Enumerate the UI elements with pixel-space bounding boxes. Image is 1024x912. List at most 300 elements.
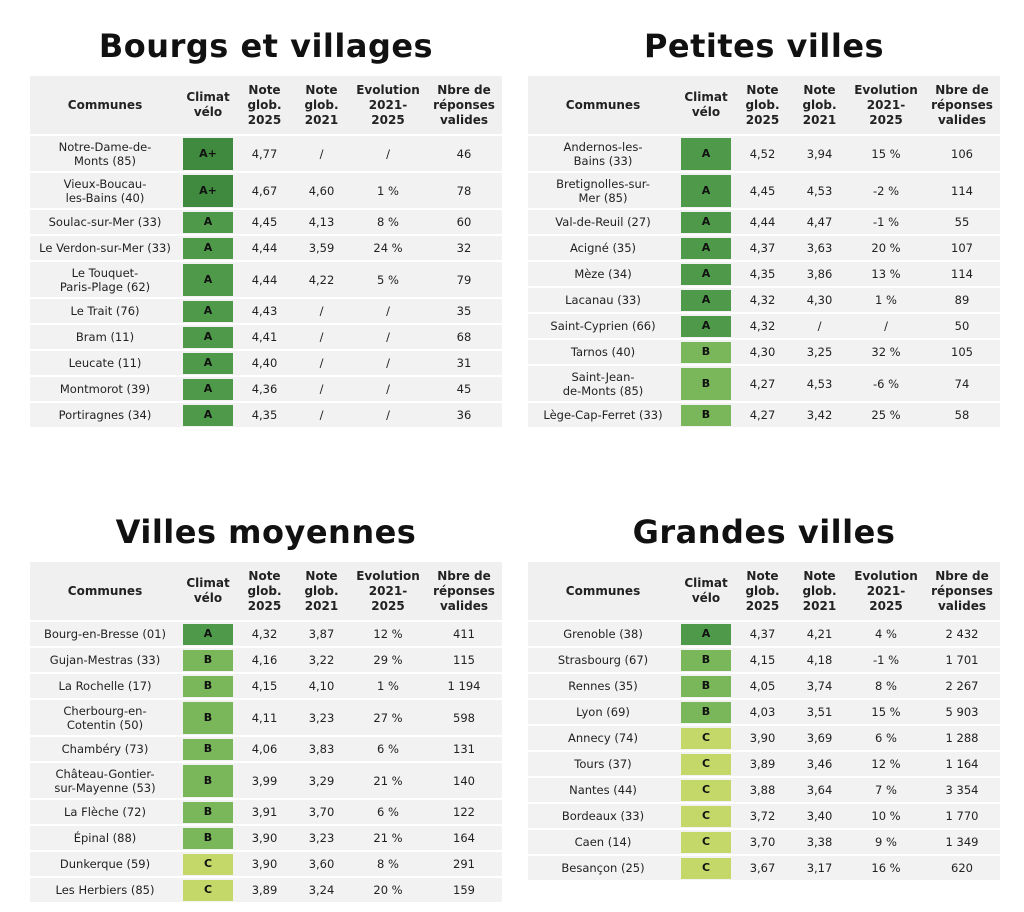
table-row bbox=[30, 852, 502, 876]
text-line: valides bbox=[937, 598, 987, 613]
reponses-valides: 74 bbox=[924, 366, 1000, 401]
text-line: Note bbox=[305, 82, 338, 97]
text-line: Gujan-Mestras (33) bbox=[49, 653, 161, 667]
text-line: 2025 bbox=[869, 112, 903, 127]
text-line: Nbre de bbox=[437, 82, 491, 97]
text-line: Climat bbox=[684, 90, 728, 104]
header-note-2021 bbox=[293, 76, 350, 134]
climat-cell bbox=[180, 878, 236, 902]
commune-name bbox=[528, 856, 678, 880]
reponses-valides: 114 bbox=[924, 173, 1000, 208]
evolution: 6 % bbox=[350, 800, 426, 824]
text-line: Le Verdon-sur-Mer (33) bbox=[39, 241, 171, 255]
note-2025: 3,90 bbox=[236, 826, 293, 850]
text-line: 2021 bbox=[802, 598, 837, 613]
note-2021: 4,18 bbox=[791, 648, 848, 672]
climat-cell bbox=[180, 351, 236, 375]
commune-name bbox=[30, 648, 180, 672]
table-row bbox=[30, 700, 502, 735]
evolution: 1 % bbox=[350, 173, 426, 208]
table-row bbox=[528, 262, 1000, 286]
commune-name bbox=[30, 737, 180, 761]
panel-title: Petites villes bbox=[643, 27, 885, 65]
header-note-2025 bbox=[734, 76, 791, 134]
note-2021: / bbox=[293, 325, 350, 349]
climat-badge: A+ bbox=[183, 138, 233, 170]
climat-badge: A bbox=[183, 379, 233, 400]
climat-badge: B bbox=[681, 650, 731, 671]
commune-name bbox=[528, 726, 678, 750]
text-line: Bains (33) bbox=[573, 153, 633, 168]
reponses-valides: 89 bbox=[924, 288, 1000, 312]
climat-cell bbox=[678, 403, 734, 427]
reponses-valides: 1 164 bbox=[924, 752, 1000, 776]
commune-name bbox=[30, 236, 180, 260]
note-2021: 3,69 bbox=[791, 726, 848, 750]
text-line: Climat bbox=[684, 576, 728, 590]
note-2025: 4,41 bbox=[236, 325, 293, 349]
text-line: vélo bbox=[691, 591, 721, 605]
climat-badge: A bbox=[183, 327, 233, 348]
text-line: Château-Gontier- bbox=[55, 766, 155, 781]
note-2021: 3,29 bbox=[293, 763, 350, 798]
climat-cell bbox=[678, 173, 734, 208]
note-2021: 3,51 bbox=[791, 700, 848, 724]
climat-cell bbox=[678, 622, 734, 646]
evolution: 7 % bbox=[848, 778, 924, 802]
note-2021: 3,60 bbox=[293, 852, 350, 876]
climat-badge: A bbox=[681, 316, 731, 337]
climat-badge: B bbox=[681, 702, 731, 723]
note-2021: 3,59 bbox=[293, 236, 350, 260]
climat-cell bbox=[180, 262, 236, 297]
reponses-valides: 2 432 bbox=[924, 622, 1000, 646]
commune-name bbox=[30, 763, 180, 798]
note-2025: 4,45 bbox=[734, 173, 791, 208]
reponses-valides: 58 bbox=[924, 403, 1000, 427]
table-row bbox=[528, 622, 1000, 646]
ranking-table bbox=[528, 560, 1000, 882]
table-header-row bbox=[30, 562, 502, 620]
table-row bbox=[528, 726, 1000, 750]
text-line: sur-Mayenne (53) bbox=[54, 780, 156, 795]
reponses-valides: 60 bbox=[426, 210, 502, 234]
note-2025: 4,11 bbox=[236, 700, 293, 735]
commune-name bbox=[528, 136, 678, 171]
evolution: / bbox=[350, 351, 426, 375]
reponses-valides: 5 903 bbox=[924, 700, 1000, 724]
climat-cell bbox=[678, 288, 734, 312]
note-2025: 3,89 bbox=[734, 752, 791, 776]
evolution: 6 % bbox=[350, 737, 426, 761]
text-line: 2021 bbox=[304, 112, 339, 127]
climat-cell bbox=[180, 674, 236, 698]
evolution: / bbox=[848, 314, 924, 338]
text-line: Note bbox=[746, 82, 779, 97]
note-2021: 3,42 bbox=[791, 403, 848, 427]
table-row bbox=[528, 674, 1000, 698]
note-2025: 4,40 bbox=[236, 351, 293, 375]
note-2021: 4,10 bbox=[293, 674, 350, 698]
reponses-valides: 620 bbox=[924, 856, 1000, 880]
note-2025: 4,44 bbox=[734, 210, 791, 234]
evolution: -1 % bbox=[848, 210, 924, 234]
header-note-2021 bbox=[791, 562, 848, 620]
reponses-valides: 291 bbox=[426, 852, 502, 876]
table-row bbox=[528, 700, 1000, 724]
text-line: Note bbox=[803, 568, 836, 583]
header-communes: Communes bbox=[528, 562, 678, 620]
note-2021: / bbox=[791, 314, 848, 338]
text-line: Climat bbox=[186, 576, 230, 590]
evolution: 10 % bbox=[848, 804, 924, 828]
text-line: Les Herbiers (85) bbox=[55, 883, 155, 897]
reponses-valides: 45 bbox=[426, 377, 502, 401]
climat-cell bbox=[180, 173, 236, 208]
text-line: Rennes (35) bbox=[568, 679, 638, 693]
text-line: Acigné (35) bbox=[569, 241, 637, 255]
header-reponses bbox=[426, 562, 502, 620]
table-row bbox=[30, 210, 502, 234]
note-2025: 4,15 bbox=[236, 674, 293, 698]
text-line: glob. bbox=[802, 97, 837, 112]
reponses-valides: 55 bbox=[924, 210, 1000, 234]
climat-cell bbox=[180, 325, 236, 349]
evolution: 1 % bbox=[848, 288, 924, 312]
climat-badge: C bbox=[681, 858, 731, 879]
commune-name bbox=[528, 804, 678, 828]
climat-badge: B bbox=[183, 702, 233, 734]
evolution: -6 % bbox=[848, 366, 924, 401]
table-row bbox=[528, 136, 1000, 171]
header-evolution bbox=[848, 76, 924, 134]
evolution: / bbox=[350, 377, 426, 401]
table-row bbox=[30, 737, 502, 761]
evolution: -1 % bbox=[848, 648, 924, 672]
panel-title: Grandes villes bbox=[632, 513, 896, 551]
note-2021: / bbox=[293, 403, 350, 427]
climat-badge: C bbox=[681, 754, 731, 775]
note-2025: 4,27 bbox=[734, 366, 791, 401]
note-2025: 4,45 bbox=[236, 210, 293, 234]
evolution: 24 % bbox=[350, 236, 426, 260]
ranking-table bbox=[30, 74, 502, 429]
evolution: / bbox=[350, 325, 426, 349]
note-2021: / bbox=[293, 136, 350, 171]
header-note-2021 bbox=[293, 562, 350, 620]
note-2021: 4,13 bbox=[293, 210, 350, 234]
commune-name bbox=[30, 674, 180, 698]
text-line: Monts (85) bbox=[73, 153, 136, 168]
climat-cell bbox=[678, 804, 734, 828]
table-row bbox=[30, 136, 502, 171]
reponses-valides: 35 bbox=[426, 299, 502, 323]
note-2021: / bbox=[293, 351, 350, 375]
note-2025: 3,88 bbox=[734, 778, 791, 802]
reponses-valides: 1 701 bbox=[924, 648, 1000, 672]
reponses-valides: 68 bbox=[426, 325, 502, 349]
text-line: vélo bbox=[691, 105, 721, 119]
text-line: La Rochelle (17) bbox=[58, 679, 152, 693]
note-2025: 4,35 bbox=[734, 262, 791, 286]
evolution: 12 % bbox=[350, 622, 426, 646]
commune-name bbox=[30, 700, 180, 735]
table-row bbox=[528, 804, 1000, 828]
header-climat-velo bbox=[180, 76, 236, 134]
text-line: Evolution bbox=[356, 568, 420, 583]
reponses-valides: 50 bbox=[924, 314, 1000, 338]
text-line: Val-de-Reuil (27) bbox=[555, 215, 651, 229]
text-line: 2021- bbox=[866, 97, 906, 112]
text-line: Soulac-sur-Mer (33) bbox=[48, 215, 162, 229]
commune-name bbox=[528, 288, 678, 312]
note-2025: 4,30 bbox=[734, 340, 791, 364]
commune-name bbox=[528, 830, 678, 854]
climat-cell bbox=[180, 800, 236, 824]
note-2025: 4,77 bbox=[236, 136, 293, 171]
evolution: 9 % bbox=[848, 830, 924, 854]
text-line: Lège-Cap-Ferret (33) bbox=[543, 408, 663, 422]
table-row bbox=[30, 351, 502, 375]
reponses-valides: 164 bbox=[426, 826, 502, 850]
note-2021: 3,23 bbox=[293, 826, 350, 850]
evolution: 6 % bbox=[848, 726, 924, 750]
table-row bbox=[30, 325, 502, 349]
climat-badge: A+ bbox=[183, 175, 233, 207]
header-note-2021 bbox=[791, 76, 848, 134]
commune-name bbox=[528, 622, 678, 646]
text-line: Note bbox=[248, 568, 281, 583]
note-2021: 4,21 bbox=[791, 622, 848, 646]
table-row bbox=[30, 763, 502, 798]
table-row bbox=[528, 314, 1000, 338]
climat-cell bbox=[180, 763, 236, 798]
note-2021: 4,60 bbox=[293, 173, 350, 208]
commune-name bbox=[528, 173, 678, 208]
evolution: 1 % bbox=[350, 674, 426, 698]
commune-name bbox=[30, 826, 180, 850]
header-evolution bbox=[848, 562, 924, 620]
commune-name bbox=[30, 800, 180, 824]
evolution: / bbox=[350, 299, 426, 323]
text-line: Nbre de bbox=[935, 82, 989, 97]
evolution: 8 % bbox=[848, 674, 924, 698]
climat-cell bbox=[180, 210, 236, 234]
note-2025: 4,44 bbox=[236, 262, 293, 297]
table-row bbox=[528, 752, 1000, 776]
climat-cell bbox=[180, 737, 236, 761]
header-evolution bbox=[350, 562, 426, 620]
note-2021: 3,83 bbox=[293, 737, 350, 761]
evolution: 13 % bbox=[848, 262, 924, 286]
note-2025: 3,90 bbox=[734, 726, 791, 750]
evolution: / bbox=[350, 136, 426, 171]
commune-name bbox=[30, 622, 180, 646]
note-2021: 3,40 bbox=[791, 804, 848, 828]
climat-cell bbox=[678, 856, 734, 880]
commune-name bbox=[30, 299, 180, 323]
commune-name bbox=[30, 351, 180, 375]
table-header-row bbox=[30, 76, 502, 134]
text-line: Note bbox=[803, 82, 836, 97]
table-row bbox=[528, 236, 1000, 260]
header-reponses bbox=[426, 76, 502, 134]
text-line: Note bbox=[305, 568, 338, 583]
reponses-valides: 1 770 bbox=[924, 804, 1000, 828]
climat-cell bbox=[678, 262, 734, 286]
climat-cell bbox=[180, 826, 236, 850]
text-line: 2021- bbox=[866, 583, 906, 598]
climat-cell bbox=[180, 700, 236, 735]
note-2021: 4,53 bbox=[791, 366, 848, 401]
climat-cell bbox=[678, 674, 734, 698]
climat-badge: A bbox=[681, 175, 731, 207]
note-2025: 4,32 bbox=[734, 288, 791, 312]
table-row bbox=[528, 778, 1000, 802]
text-line: vélo bbox=[193, 105, 223, 119]
note-2025: 4,36 bbox=[236, 377, 293, 401]
text-line: Lacanau (33) bbox=[565, 293, 641, 307]
text-line: Note bbox=[248, 82, 281, 97]
table-header-row bbox=[528, 562, 1000, 620]
climat-badge: B bbox=[681, 342, 731, 363]
table-row bbox=[528, 340, 1000, 364]
text-line: Montmorot (39) bbox=[59, 382, 151, 396]
reponses-valides: 78 bbox=[426, 173, 502, 208]
climat-cell bbox=[678, 726, 734, 750]
note-2021: 3,46 bbox=[791, 752, 848, 776]
table-row bbox=[30, 377, 502, 401]
header-climat-velo bbox=[678, 562, 734, 620]
climat-cell bbox=[678, 366, 734, 401]
text-line: Nbre de bbox=[935, 568, 989, 583]
commune-name bbox=[528, 778, 678, 802]
climat-cell bbox=[678, 210, 734, 234]
note-2025: 4,32 bbox=[734, 314, 791, 338]
climat-badge: A bbox=[183, 405, 233, 426]
climat-cell bbox=[180, 136, 236, 171]
text-line: Bordeaux (33) bbox=[561, 809, 645, 823]
climat-badge: A bbox=[681, 290, 731, 311]
evolution: 12 % bbox=[848, 752, 924, 776]
commune-name bbox=[528, 403, 678, 427]
reponses-valides: 32 bbox=[426, 236, 502, 260]
text-line: Caen (14) bbox=[574, 835, 632, 849]
text-line: Notre-Dame-de- bbox=[58, 139, 152, 154]
climat-cell bbox=[180, 852, 236, 876]
text-line: 2021- bbox=[368, 583, 408, 598]
note-2025: 3,72 bbox=[734, 804, 791, 828]
note-2025: 3,99 bbox=[236, 763, 293, 798]
text-line: 2025 bbox=[247, 112, 282, 127]
reponses-valides: 115 bbox=[426, 648, 502, 672]
evolution: 25 % bbox=[848, 403, 924, 427]
table-row bbox=[30, 403, 502, 427]
text-line: vélo bbox=[193, 591, 223, 605]
text-line: Nantes (44) bbox=[569, 783, 637, 797]
climat-cell bbox=[678, 830, 734, 854]
note-2025: 3,67 bbox=[734, 856, 791, 880]
note-2025: 4,15 bbox=[734, 648, 791, 672]
note-2025: 4,52 bbox=[734, 136, 791, 171]
table-row bbox=[528, 366, 1000, 401]
commune-name bbox=[528, 314, 678, 338]
text-line: Cherbourg-en- bbox=[63, 703, 147, 718]
note-2025: 3,70 bbox=[734, 830, 791, 854]
commune-name bbox=[30, 403, 180, 427]
note-2021: 4,22 bbox=[293, 262, 350, 297]
note-2021: / bbox=[293, 299, 350, 323]
reponses-valides: 105 bbox=[924, 340, 1000, 364]
reponses-valides: 1 288 bbox=[924, 726, 1000, 750]
table-row bbox=[30, 878, 502, 902]
text-line: de-Monts (85) bbox=[562, 383, 644, 398]
note-2025: 4,35 bbox=[236, 403, 293, 427]
climat-badge: A bbox=[183, 624, 233, 645]
reponses-valides: 36 bbox=[426, 403, 502, 427]
note-2021: 3,74 bbox=[791, 674, 848, 698]
text-line: Tarnos (40) bbox=[570, 345, 636, 359]
panel-title: Bourgs et villages bbox=[98, 27, 434, 65]
climat-badge: A bbox=[681, 212, 731, 233]
text-line: glob. bbox=[745, 97, 780, 112]
note-2021: 3,94 bbox=[791, 136, 848, 171]
table-row bbox=[528, 210, 1000, 234]
table-row bbox=[30, 236, 502, 260]
climat-badge: A bbox=[183, 212, 233, 233]
climat-cell bbox=[678, 340, 734, 364]
table-row bbox=[30, 674, 502, 698]
commune-name bbox=[30, 136, 180, 171]
climat-badge: C bbox=[681, 780, 731, 801]
header-communes: Communes bbox=[528, 76, 678, 134]
evolution: -2 % bbox=[848, 173, 924, 208]
text-line: Nbre de bbox=[437, 568, 491, 583]
commune-name bbox=[528, 262, 678, 286]
text-line: glob. bbox=[745, 583, 780, 598]
text-line: 2025 bbox=[745, 112, 780, 127]
text-line: réponses bbox=[931, 97, 993, 112]
text-line: La Flèche (72) bbox=[64, 805, 146, 819]
note-2021: 4,47 bbox=[791, 210, 848, 234]
table-row bbox=[528, 403, 1000, 427]
climat-badge: A bbox=[183, 301, 233, 322]
climat-badge: A bbox=[183, 353, 233, 374]
note-2025: 4,44 bbox=[236, 236, 293, 260]
evolution: 21 % bbox=[350, 763, 426, 798]
text-line: valides bbox=[439, 598, 489, 613]
text-line: Besançon (25) bbox=[561, 861, 645, 875]
header-climat-velo bbox=[180, 562, 236, 620]
text-line: Evolution bbox=[854, 568, 918, 583]
climat-cell bbox=[678, 700, 734, 724]
note-2025: 4,67 bbox=[236, 173, 293, 208]
climat-cell bbox=[180, 622, 236, 646]
text-line: glob. bbox=[247, 97, 282, 112]
note-2025: 3,90 bbox=[236, 852, 293, 876]
text-line: glob. bbox=[802, 583, 837, 598]
note-2025: 4,32 bbox=[236, 622, 293, 646]
evolution: 27 % bbox=[350, 700, 426, 735]
climat-badge: A bbox=[183, 264, 233, 296]
header-note-2025 bbox=[734, 562, 791, 620]
evolution: 16 % bbox=[848, 856, 924, 880]
table-row bbox=[30, 173, 502, 208]
text-line: Strasbourg (67) bbox=[557, 653, 649, 667]
table-row bbox=[528, 288, 1000, 312]
note-2025: 4,06 bbox=[236, 737, 293, 761]
reponses-valides: 1 349 bbox=[924, 830, 1000, 854]
